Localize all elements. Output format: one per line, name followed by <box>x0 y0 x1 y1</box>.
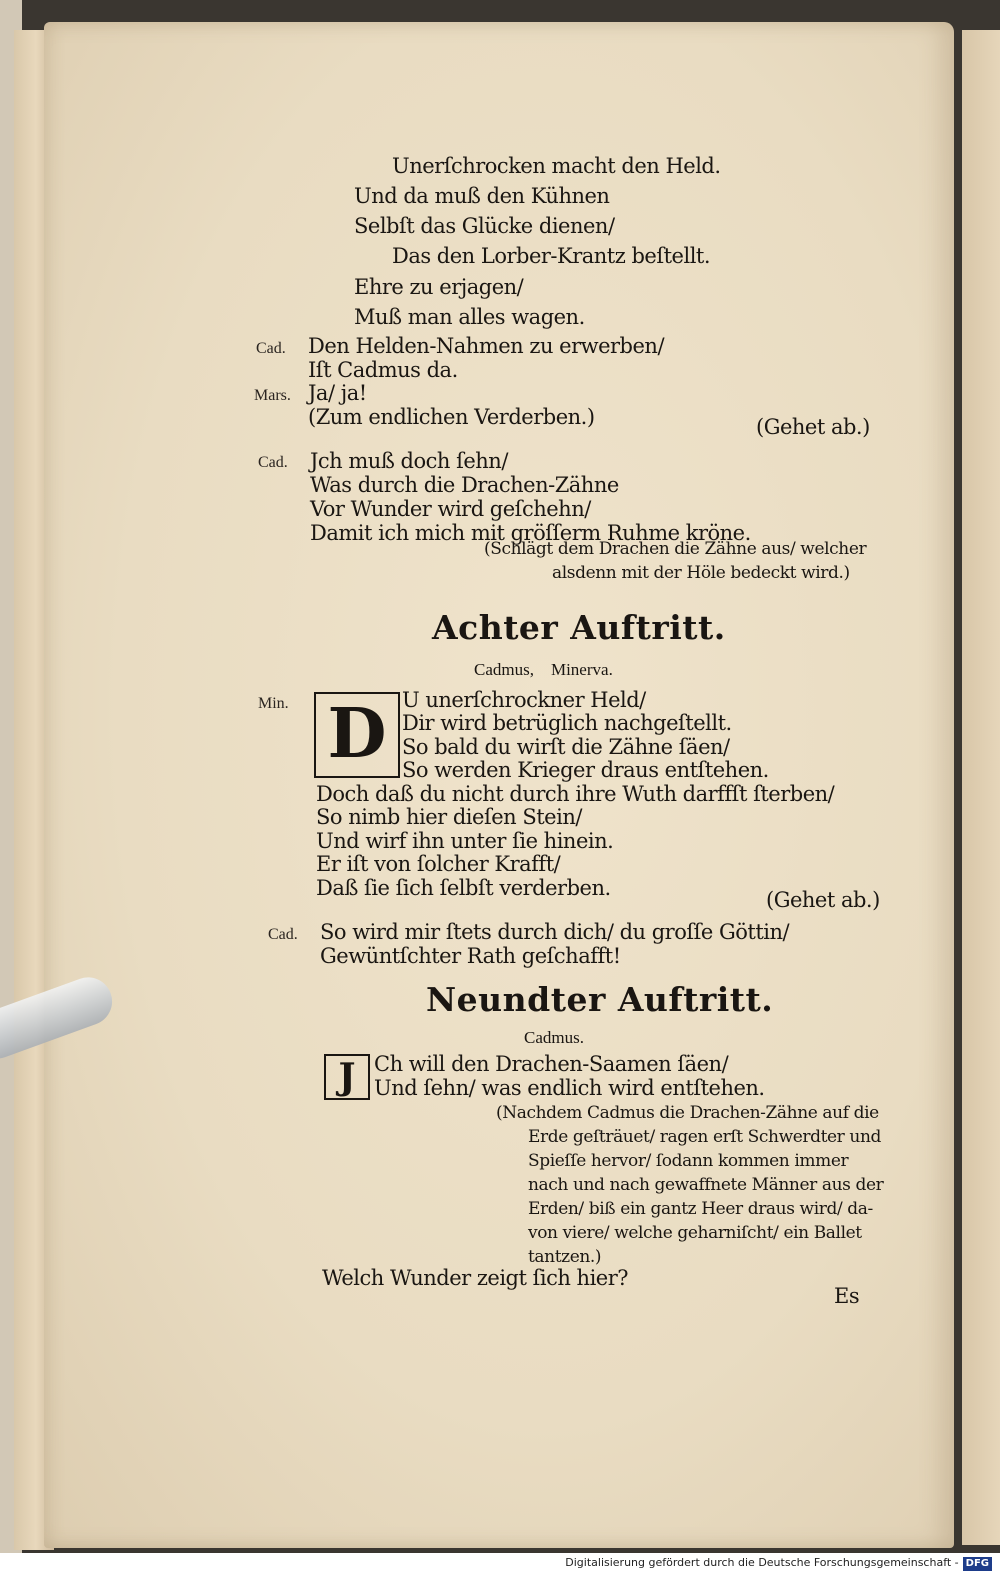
speaker-label: Cad. <box>268 926 298 943</box>
dialogue-line: (Zum endlichen Verderben.) <box>308 405 595 429</box>
adjacent-page-edge <box>962 30 1000 1545</box>
stage-direction: tantzen.) <box>528 1247 602 1267</box>
dialogue-line: Doch daß du nicht durch ihre Wuth darffſt ſterben/ <box>316 782 835 806</box>
stage-direction: Erden/ biß ein gantz Heer draus wird/ da- <box>528 1199 873 1219</box>
catchword: Es <box>834 1284 860 1308</box>
dialogue-line: Er iſt von ſolcher Krafft/ <box>316 852 561 876</box>
dialogue-line: Vor Wunder wird geſchehn/ <box>310 497 591 521</box>
dialogue-line: Gewüntſchter Rath geſchafft! <box>320 944 621 968</box>
dialogue-line: Welch Wunder zeigt ſich hier? <box>322 1266 629 1290</box>
verse-line: Das den Lorber-Krantz beſtellt. <box>392 244 711 268</box>
verse-line: Ehre zu erjagen/ <box>354 275 524 299</box>
dfg-logo: DFG <box>963 1557 992 1571</box>
dialogue-line: Daß ſie ſich ſelbſt verderben. <box>316 876 611 900</box>
dialogue-line: So bald du wirſt die Zähne ſäen/ <box>402 735 730 759</box>
scene-heading: Neundter Auftritt. <box>426 980 774 1019</box>
stage-direction: nach und nach gewaffnete Männer aus der <box>528 1175 884 1195</box>
scene-heading: Achter Auftritt. <box>432 608 726 647</box>
dialogue-line: Ja/ ja! <box>308 381 367 405</box>
verse-line: Muß man alles wagen. <box>354 305 585 329</box>
cast-list: Cadmus. <box>524 1028 584 1047</box>
speaker-label: Cad. <box>258 454 288 471</box>
speaker-label: Mars. <box>254 387 291 404</box>
funding-notice: Digitalisierung gefördert durch die Deutsche Forschungsgemeinschaft - <box>565 1556 959 1569</box>
cast-list: Cadmus, Minerva. <box>474 660 613 679</box>
dialogue-line: Jch muß doch ſehn/ <box>310 449 508 473</box>
stage-direction: (Gehet ab.) <box>756 415 870 439</box>
dialogue-line: Damit ich mich mit gröſſerm Ruhme kröne. <box>310 521 751 545</box>
stage-direction: (Schlägt dem Drachen die Zähne aus/ welcher <box>484 539 867 559</box>
stage-direction: (Nachdem Cadmus die Drachen-Zähne auf die <box>496 1103 879 1123</box>
stage-direction: alsdenn mit der Höle bedeckt wird.) <box>552 563 850 583</box>
dialogue-line: Und wirf ihn unter ſie hinein. <box>316 829 614 853</box>
stage-direction: von viere/ welche geharniſcht/ ein Ballet <box>528 1223 862 1243</box>
stage-direction: (Gehet ab.) <box>766 888 880 912</box>
dialogue-line: Was durch die Drachen-Zähne <box>310 473 619 497</box>
dialogue-line: Den Helden-Nahmen zu erwerben/ <box>308 334 665 358</box>
dialogue-line: Ch will den Drachen-Saamen ſäen/ <box>374 1052 729 1076</box>
speaker-label: Cad. <box>256 340 286 357</box>
decorated-initial: D <box>314 692 400 778</box>
verse-line: Und da muß den Kühnen <box>354 184 610 208</box>
stage-direction: Erde geſträuet/ ragen erſt Schwerdter und <box>528 1127 881 1147</box>
verse-line: Unerſchrocken macht den Held. <box>392 154 721 178</box>
decorated-initial: J <box>324 1054 370 1100</box>
verse-line: Selbſt das Glücke dienen/ <box>354 214 615 238</box>
dialogue-line: U unerſchrockner Held/ <box>402 688 646 712</box>
book-page <box>44 22 954 1548</box>
footer-bar <box>0 1553 1000 1573</box>
dialogue-line: Und ſehn/ was endlich wird entſtehen. <box>374 1076 765 1100</box>
stage-direction: Spieſſe hervor/ ſodann kommen immer <box>528 1151 849 1171</box>
dialogue-line: Dir wird betrüglich nachgeſtellt. <box>402 711 732 735</box>
speaker-label: Min. <box>258 695 289 712</box>
dialogue-line: So werden Krieger draus entſtehen. <box>402 758 769 782</box>
dialogue-line: So wird mir ſtets durch dich/ du groſſe Göttin/ <box>320 920 790 944</box>
dialogue-line: So nimb hier dieſen Stein/ <box>316 805 582 829</box>
dialogue-line: Iſt Cadmus da. <box>308 358 458 382</box>
